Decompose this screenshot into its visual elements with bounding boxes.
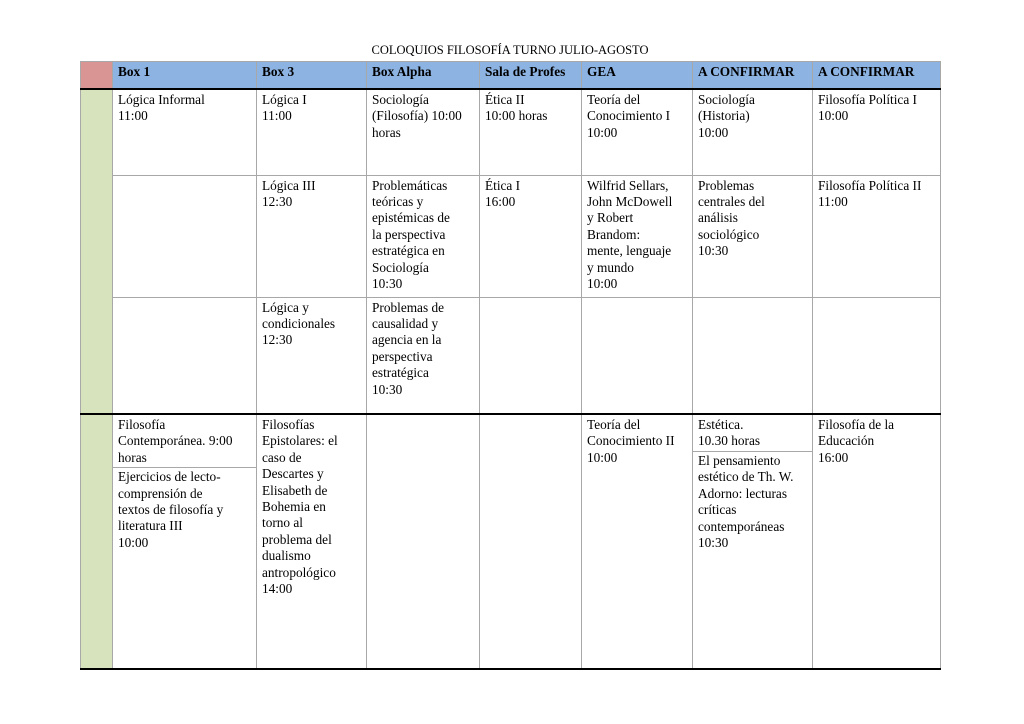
session-cell [257,414,367,669]
cell-text-line: 11:00 [818,193,848,209]
session-cell [582,175,693,297]
cell-text-line: Lógica III [262,177,316,193]
header-gea: GEA [582,62,693,90]
cell-text-line: Lógica Informal [118,92,205,107]
cell-text-line: Sociología [372,92,429,107]
day-cell-martes [81,414,113,669]
cell-text-line: Epistolares: el [262,433,338,449]
cell-text-line: 16:00 [818,449,849,465]
cell-text-line: 10:00 [587,124,618,140]
cell-text-line: textos de filosofía y [118,502,224,518]
session-cell [113,89,257,175]
cell-text-line: Adorno: lecturas [698,485,787,501]
cell-text-line: 10:30 [698,243,729,259]
cell-text-line: Problemáticas [372,177,448,193]
session-cell [367,175,480,297]
empty-cell [113,297,257,414]
cell-text-line: Problemas de [372,299,445,315]
cell-text-line: El pensamiento [698,453,781,468]
empty-cell [113,175,257,297]
empty-cell [813,297,941,414]
cell-text-line: 10:00 [587,449,618,465]
cell-text-line: comprensión de [118,485,203,501]
header-sala-de-profes: Sala de Profes [480,62,582,90]
cell-text-line: 10:30 [698,535,729,551]
session-block [698,452,807,551]
cell-text-line: dualismo [262,548,311,564]
cell-text-line: teóricas y [372,193,424,209]
cell-text-line: (Filosofía) 10:00 [372,108,462,124]
cell-text-line: centrales del [698,193,765,209]
cell-text-line: horas [118,449,147,465]
cell-text-line: Filosofía Política I [818,92,917,107]
session-cell [257,175,367,297]
cell-text-line: 11:00 [262,108,292,124]
cell-text-line: condicionales [262,315,336,331]
cell-text-line: Ética II [485,92,525,107]
cell-text-line: epistémicas de [372,210,450,226]
session-cell [693,175,813,297]
cell-text-line: problema del [262,531,332,547]
session-cell [367,297,480,414]
cell-text-line: 10:00 [118,534,149,550]
cell-text-line: John McDowell [587,193,673,209]
session-cell [480,175,582,297]
cell-text-line: estratégica en [372,243,445,259]
cell-text-line: perspectiva [372,348,433,364]
cell-text-line: análisis [698,210,738,226]
cell-text-line: 10:30 [372,381,403,397]
cell-text-line: causalidad y [372,315,439,331]
cell-text-line: Elisabeth de [262,482,328,498]
header-a-confirmar-2: A CONFIRMAR [813,62,941,90]
cell-text-line: (Historia) [698,108,750,124]
session-block [693,417,812,452]
session-cell [693,89,813,175]
cell-text-line: 10:30 [372,275,403,291]
session-cell [582,89,693,175]
cell-text-line: Wilfrid Sellars, [587,177,669,193]
cell-text-line: Sociología [372,259,429,275]
cell-text-line: Filosofía [118,417,166,432]
day-cell-lunes [81,89,113,414]
cell-text-line: horas [372,124,401,140]
cell-text-line: 16:00 [485,193,516,209]
cell-text-line: críticas [698,502,737,518]
cell-text-line: 10.30 horas [698,433,761,449]
cell-text-line: sociológico [698,226,760,242]
cell-text-line: 14:00 [262,581,293,597]
cell-text-line: 11:00 [118,108,148,124]
session-cell [582,414,693,669]
header-box-1: Box 1 [113,62,257,90]
cell-text-line: Lógica y [262,299,309,315]
cell-text-line: agencia en la [372,332,442,348]
page-title: COLOQUIOS FILOSOFÍA TURNO JULIO-AGOSTO [371,43,649,57]
cell-text-line: 10:00 [818,108,849,124]
cell-text-line: literatura III [118,518,183,534]
empty-cell [367,414,480,669]
cell-text-line: Descartes y [262,466,324,482]
table-row [81,89,941,175]
cell-text-line: Conocimiento I [587,108,671,124]
session-block [113,417,256,468]
session-cell [813,89,941,175]
cell-text-line: Estética. [698,417,744,432]
cell-text-line: Contemporánea. 9:00 [118,433,233,449]
header-box-alpha: Box Alpha [367,62,480,90]
cell-text-line: y Robert [587,210,634,226]
cell-text-line: Filosofía Política II [818,177,922,193]
cell-text-line: Brandom: [587,226,641,242]
session-cell [257,89,367,175]
session-cell [813,414,941,669]
header-box-3: Box 3 [257,62,367,90]
session-cell [257,297,367,414]
cell-text-line: y mundo [587,259,634,275]
session-cell [813,175,941,297]
cell-text-line: Filosofías [262,417,315,432]
cell-text-line: 12:30 [262,193,293,209]
table-row [81,175,941,297]
cell-text-line: estratégica [372,365,429,381]
header-row [81,62,941,90]
session-cell-split [113,414,257,669]
cell-text-line: Lógica I [262,92,307,107]
empty-cell [582,297,693,414]
cell-text-line: la perspectiva [372,226,446,242]
cell-text-line: Ética I [485,177,521,193]
cell-text-line: caso de [262,449,302,465]
session-cell [480,89,582,175]
cell-text-line: antropológico [262,564,336,580]
cell-text-line: mente, lenguaje [587,243,672,259]
cell-text-line: Teoría del [587,92,641,107]
schedule-table [80,61,941,670]
cell-text-line: 10:00 [698,124,729,140]
cell-text-line: Filosofía de la [818,417,895,432]
cell-text-line: Conocimiento II [587,433,675,449]
session-cell [367,89,480,175]
cell-text-line: Problemas [698,177,755,193]
cell-text-line: estético de Th. W. [698,469,794,485]
session-block [118,468,251,551]
empty-cell [480,414,582,669]
cell-text-line: Educación [818,433,875,449]
cell-text-line: Bohemia en [262,499,326,515]
cell-text-line: contemporáneas [698,518,785,534]
corner-cell [81,62,113,90]
header-a-confirmar-1: A CONFIRMAR [693,62,813,90]
empty-cell [480,297,582,414]
table-row [81,297,941,414]
cell-text-line: Teoría del [587,417,641,432]
cell-text-line: torno al [262,515,303,531]
cell-text-line: Ejercicios de lecto- [118,469,221,485]
table-row [81,414,941,669]
cell-text-line: 10:00 horas [485,108,548,124]
empty-cell [693,297,813,414]
cell-text-line: 12:30 [262,332,293,348]
session-cell-split [693,414,813,669]
cell-text-line: Sociología [698,92,755,107]
cell-text-line: 10:00 [587,275,618,291]
